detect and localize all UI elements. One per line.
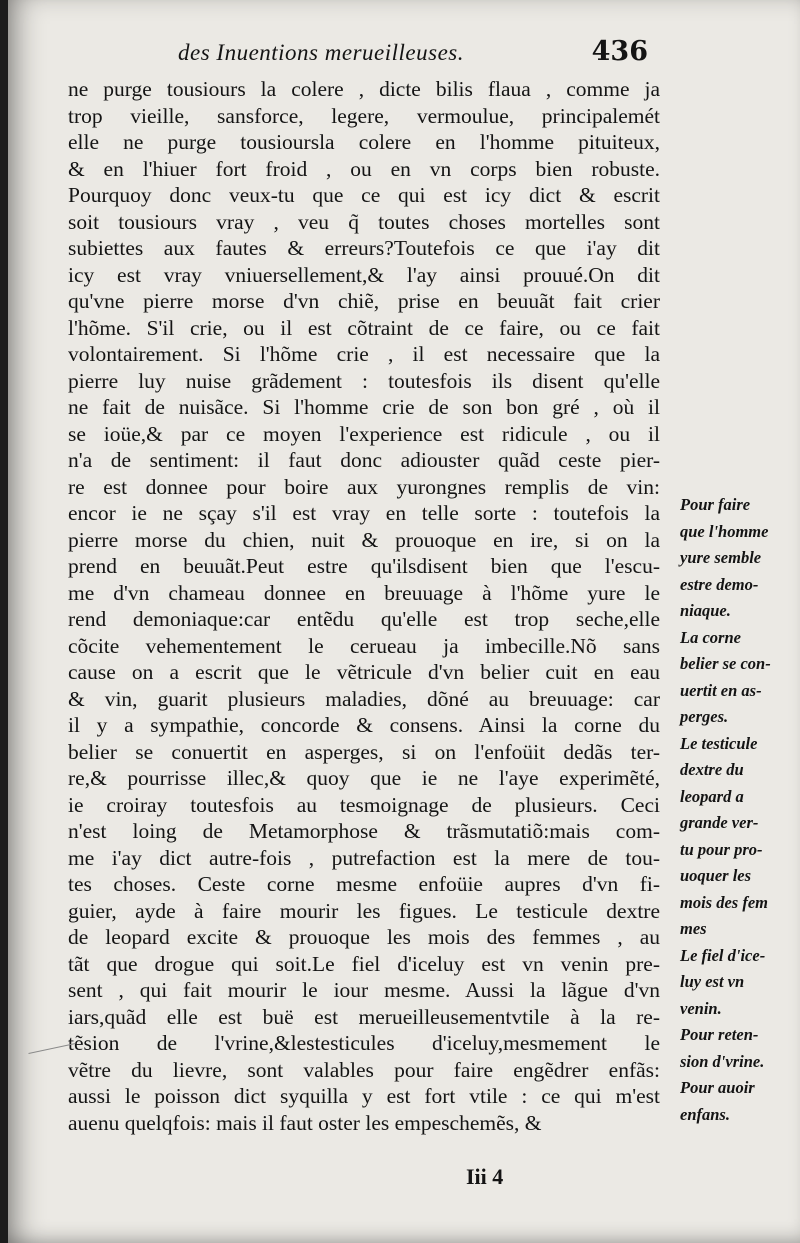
margin-note-line: La corne [680,627,741,647]
text-line: ne purge tousiours la colere , dicte bilis flaua , comme ja [68,77,660,101]
text-line: & en l'hiuer fort froid , ou en vn corps bien robuste. [68,156,660,181]
margin-note-line: Pour reten- [680,1025,759,1044]
margin-note-line: estre demo- [680,574,759,594]
text-line: il y a sympathie, concorde & consens. Ainsi la corne du [68,713,660,737]
text-line: cause on a escrit que le vẽtricule d'vn belier cuit en eau [68,660,660,684]
margin-note-line: enfans. [680,1104,730,1124]
margin-note-line: grande ver- [680,813,759,832]
text-line: prend en beuuãt.Peut estre qu'ilsdisent bien que l'escu- [68,554,660,578]
page-header [178,36,648,67]
text-line: ne fait de nuisãce. Si l'homme crie de son bon gré , où il [68,395,660,419]
text-line: me d'vn chameau donnee en breuuage à l'hõme yure le [68,580,660,605]
text-line: guier, ayde à faire mourir les figues. Le testicule dextre [68,898,660,923]
text-line: iars,quãd elle est buë est merueilleusementvtile à la re- [68,1004,660,1029]
text-line: ie croiray toutesfois au tesmoignage de plusieurs. Ceci [68,792,660,817]
margin-note-line: Pour faire [680,495,751,514]
margin-note-line: leopard a [680,786,744,806]
text-line: l'hõme. S'il crie, ou il est cõtraint de ce faire, ou ce fait [68,315,660,340]
text-line: tẽsion de l'vrine,&lestesticules d'iceluy,mesmement le [68,1031,660,1055]
text-line: se ioüe,& par ce moyen l'experience est ridicule , ou il [68,421,660,446]
text-line: aussi le poisson dict syquilla y est fort vtile : ce qui m'est [68,1084,660,1108]
text-line: volontairement. Si l'hõme crie , il est necessaire que la [68,342,660,366]
text-line: tãt que drogue qui soit.Le fiel d'iceluy est vn venin pre- [68,951,660,976]
text-line: subiettes aux fautes & erreurs?Toutefois ce que i'ay dit [68,236,660,260]
body-text [68,76,660,1136]
margin-note-line: uertit en as- [680,680,762,700]
text-line: tes choses. Ceste corne mesme enfoüie aupres d'vn fi- [68,872,660,896]
margin-note-line: Pour auoir [680,1078,755,1097]
page-number: 436 [591,36,648,67]
text-line: cõcite vehementement le cerueau ja imbecille.Nõ sans [68,633,660,658]
text-line: trop vieille, sansforce, legere, vermoulue, principalemét [68,103,660,128]
signature-mark: Iii 4 [466,1164,504,1189]
text-line: re est donnee pour boire aux yurongnes remplis de vin: [68,474,660,499]
text-line: auenu quelqfois: mais il faut oster les empeschemẽs, & [68,1110,542,1135]
text-line: n'est loing de Metamorphose & trãsmutatiõ:mais com- [68,819,660,843]
text-line: soit tousiours vray , veu q̃ toutes choses mortelles sont [68,209,660,234]
margin-note-line: luy est vn [680,972,745,991]
margin-note-line: sion d'vrine. [680,1051,765,1071]
margin-note-line: uoquer les [680,866,752,885]
running-head: des Inuentions merueilleuses. [178,40,464,65]
margin-note-line: belier se con- [680,654,771,673]
book-page [8,0,800,1243]
margin-note-line: Le fiel d'ice- [680,945,766,965]
text-line: de leopard excite & prouoque les mois des femmes , au [68,925,660,949]
text-line: sent , qui fait mourir le iour mesme. Aussi la lãgue d'vn [68,978,660,1002]
margin-note-line: venin. [680,998,722,1018]
text-line: Pourquoy donc veux-tu que ce qui est icy dict & escrit [68,183,660,207]
margin-note-line: tu pour pro- [680,839,763,859]
text-line: icy est vray vniuersellement,& l'ay ainsi prouué.On dit [68,262,660,287]
margin-note-line: dextre du [680,760,744,779]
text-line: re,& pourrisse illec,& quoy que ie ne l'aye experimẽté, [68,766,660,790]
text-line: elle ne purge tousioursla colere en l'homme pituiteux, [68,130,660,154]
text-line: n'a de sentiment: il faut donc adiouster quãd ceste pier- [68,448,660,472]
text-line: rend demoniaque:car entẽdu qu'elle est trop seche,elle [68,607,660,631]
text-line: pierre morse du chien, nuit & prouoque en ire, si on la [68,527,660,552]
text-line: vẽtre du lievre, sont valables pour faire engẽdrer enfãs: [68,1057,660,1082]
margin-notes [680,492,800,1128]
text-line: pierre luy nuise grãdement : toutesfois ils disent qu'elle [68,368,660,393]
margin-note-line: mois des fem [680,892,768,912]
text-line: me i'ay dict autre-fois , putrefaction est la mere de tou- [68,845,660,870]
margin-note-line: mes [680,919,707,938]
margin-note-line: que l'homme [680,521,769,541]
margin-note-line: Le testicule [680,733,758,753]
text-line: encor ie ne sçay s'il est vray en telle sorte : toutefois la [68,501,660,525]
text-line: belier se conuertit en asperges, si on l'enfoüit dedãs ter- [68,739,660,764]
text-line: & vin, guarit plusieurs maladies, dõné au breuuage: car [68,686,660,711]
margin-note-line: yure semble [680,548,762,567]
text-line: qu'vne pierre morse d'vn chiẽ, prise en beuuãt fait crier [68,289,660,313]
margin-note-line: niaque. [680,601,731,620]
margin-note-line: perges. [680,707,729,726]
